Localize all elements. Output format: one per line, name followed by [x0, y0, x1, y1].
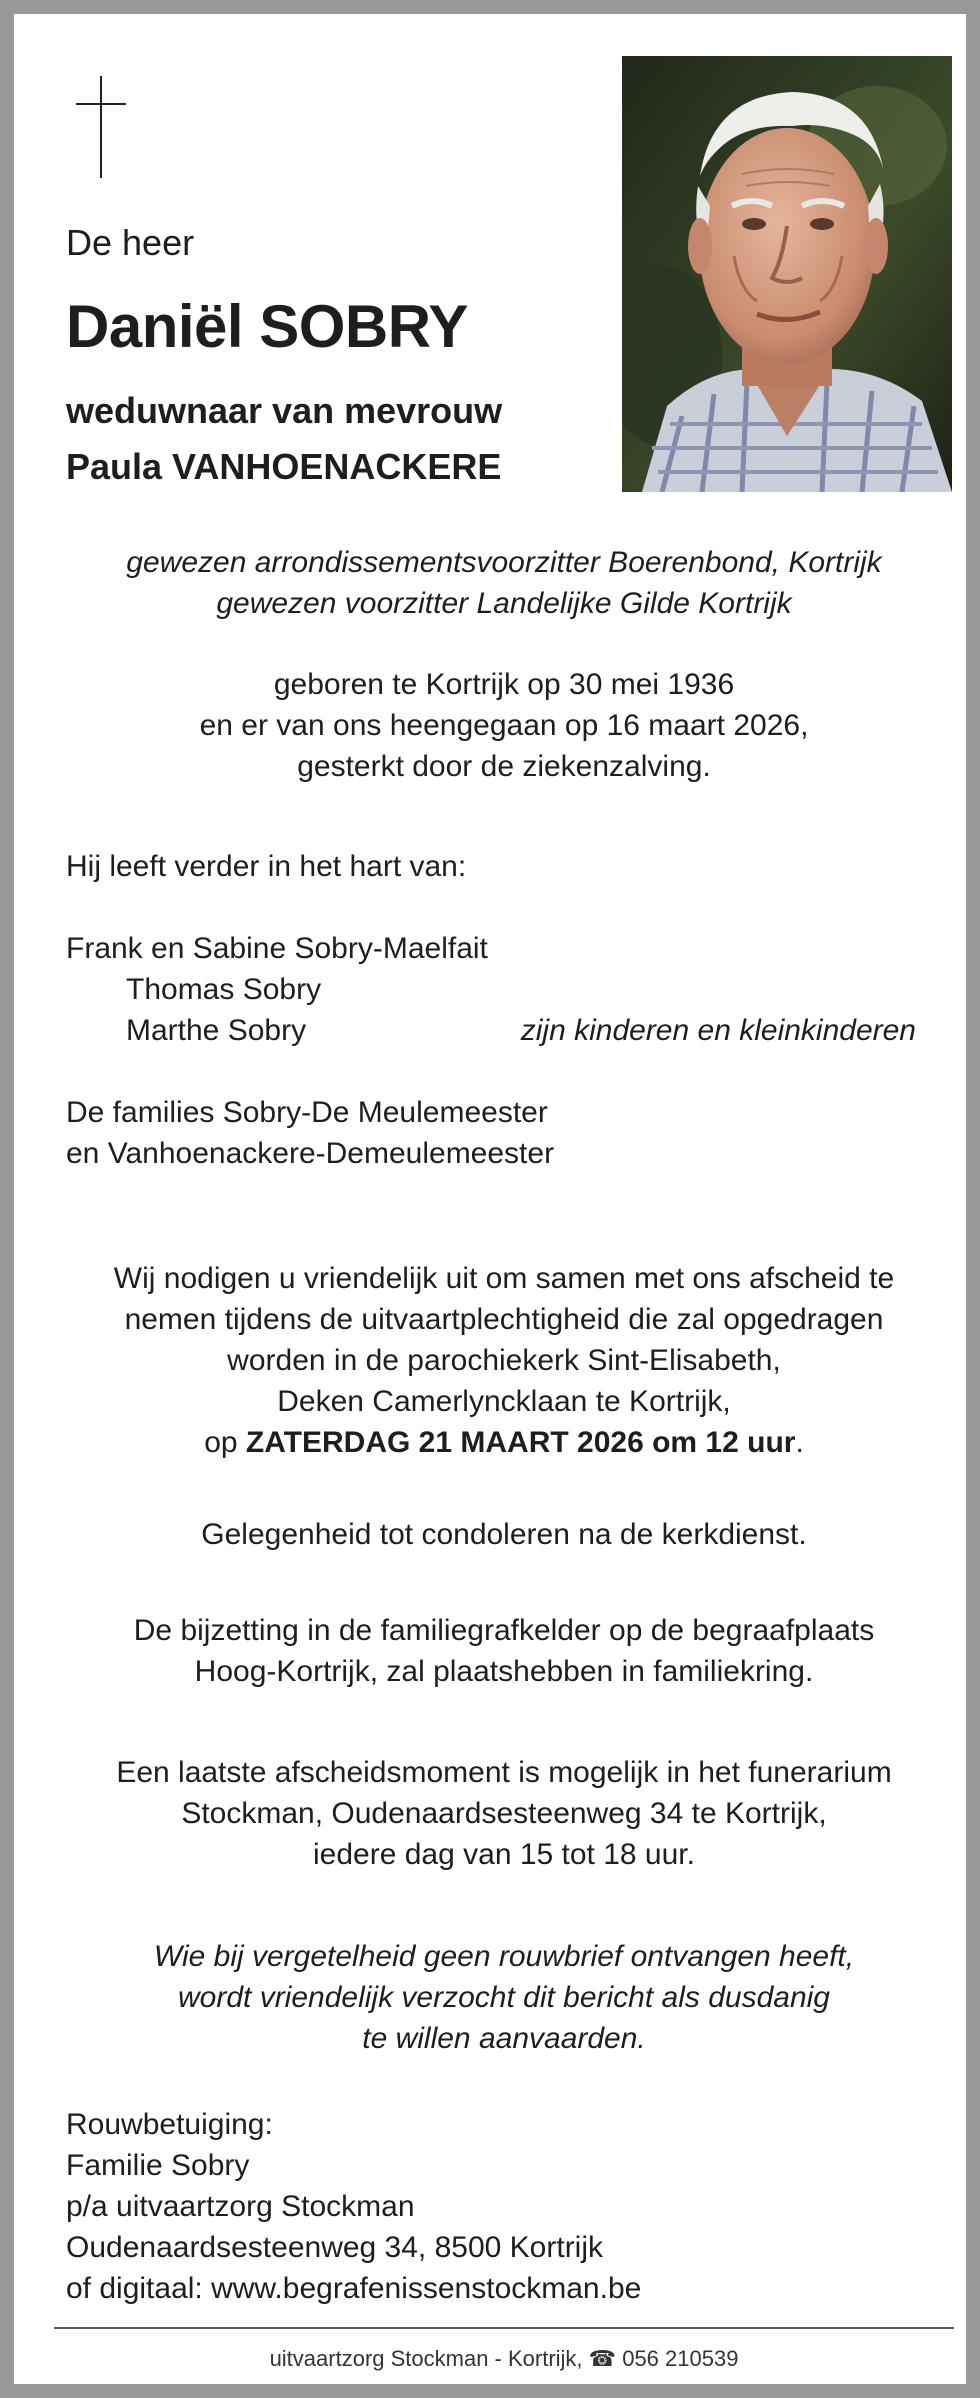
salutation: De heer	[66, 222, 195, 263]
sacrament-line: gesterkt door de ziekenzalving.	[297, 750, 711, 783]
invitation-line: nemen tijdens de uitvaartplechtigheid die zal opgedragen	[124, 1303, 884, 1336]
widower-line-2: Paula VANHOENACKERE	[66, 446, 502, 487]
notice-line: te willen aanvaarden.	[362, 2022, 646, 2055]
invitation-block	[54, 1258, 954, 1463]
notice-line: Wie bij vergetelheid geen rouwbrief ontvangen heeft,	[153, 1940, 855, 1973]
burial-line: De bijzetting in de familiegrafkelder op de begraafplaats	[133, 1614, 875, 1647]
contact-block	[66, 2104, 641, 2309]
death-line: en er van ons heengegaan op 16 maart 2026,	[199, 709, 809, 742]
telephone-icon: ☎	[588, 2346, 617, 2371]
notice-line: wordt vriendelijk verzocht dit bericht als dusdanig	[178, 1981, 830, 2014]
family-line: en Vanhoenackere-Demeulemeester	[66, 1137, 555, 1170]
cross-icon	[76, 76, 126, 178]
farewell-line: Een laatste afscheidsmoment is mogelijk in het funerarium	[116, 1756, 892, 1789]
function-line: gewezen arrondissementsvoorzitter Boerenbond, Kortrijk	[126, 546, 882, 579]
footer-phone[interactable]: 056 210539	[622, 2346, 739, 2371]
family-line: De families Sobry-De Meulemeester	[66, 1096, 548, 1129]
grandchild-line: Marthe Sobry	[126, 1014, 307, 1047]
invitation-line: worden in de parochiekerk Sint-Elisabeth,	[227, 1344, 781, 1377]
footer-text: uitvaartzorg Stockman - Kortrijk,	[269, 2346, 583, 2371]
footer	[54, 2346, 954, 2372]
function-line: gewezen voorzitter Landelijke Gilde Kortrijk	[216, 587, 792, 620]
farewell-block	[54, 1752, 954, 1875]
burial-line: Hoog-Kortrijk, zal plaatshebben in familiekring.	[194, 1655, 814, 1688]
contact-website[interactable]: of digitaal: www.begrafenissenstockman.be	[66, 2272, 642, 2305]
footer-divider	[54, 2327, 954, 2329]
portrait-photo	[622, 56, 952, 492]
farewell-line: Stockman, Oudenaardsesteenweg 34 te Kortrijk,	[181, 1797, 827, 1830]
deceased-name: Daniël SOBRY	[66, 293, 468, 360]
grandchild-line: Thomas Sobry	[126, 973, 322, 1006]
birth-death-block	[54, 664, 954, 787]
condolence-line: Gelegenheid tot condoleren na de kerkdienst.	[201, 1518, 807, 1551]
survived-by-intro: Hij leeft verder in het hart van:	[66, 850, 467, 883]
invitation-line: Wij nodigen u vriendelijk uit om samen met ons afscheid te	[113, 1262, 895, 1295]
relation-label: zijn kinderen en kleinkinderen	[520, 1014, 916, 1047]
families-block	[66, 1092, 554, 1174]
service-date: ZATERDAG 21 MAART 2026 om 12 uur	[245, 1426, 796, 1459]
former-functions	[54, 542, 954, 624]
contact-address: Oudenaardsesteenweg 34, 8500 Kortrijk	[66, 2231, 604, 2264]
invitation-line: Deken Camerlyncklaan te Kortrijk,	[277, 1385, 731, 1418]
contact-line: Familie Sobry	[66, 2149, 250, 2182]
child-line: Frank en Sabine Sobry-Maelfait	[66, 932, 488, 965]
children-block	[66, 928, 488, 1051]
portrait-illustration	[622, 56, 952, 492]
contact-heading: Rouwbetuiging:	[66, 2108, 273, 2141]
notice-block	[54, 1936, 954, 2059]
widower-line-1: weduwnaar van mevrouw	[66, 390, 503, 431]
burial-block	[54, 1610, 954, 1692]
farewell-line: iedere dag van 15 tot 18 uur.	[313, 1838, 695, 1871]
birth-line: geboren te Kortrijk op 30 mei 1936	[273, 668, 735, 701]
service-date-line: op ZATERDAG 21 MAART 2026 om 12 uur.	[204, 1426, 804, 1459]
contact-line: p/a uitvaartzorg Stockman	[66, 2190, 415, 2223]
